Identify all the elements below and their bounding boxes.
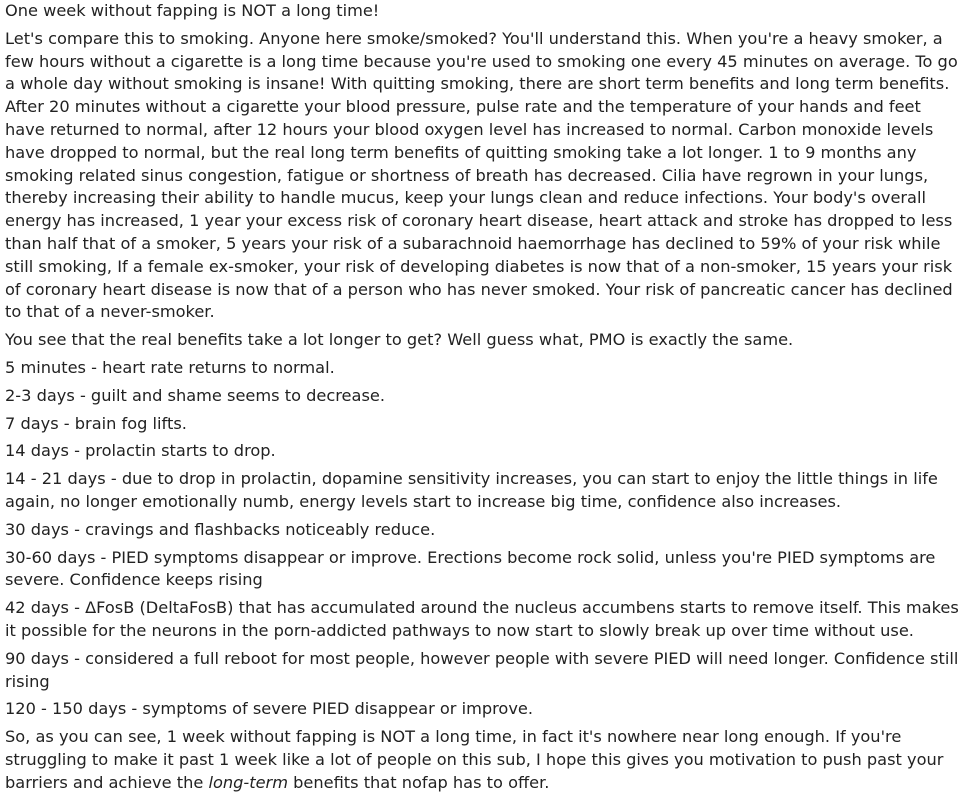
timeline-item-2-3-days: 2-3 days - guilt and shame seems to decrease. [5,385,385,405]
intro-paragraph: Let's compare this to smoking. Anyone here smoke/smoked? You'll understand this. When you're a heavy smoker, a few hours without a cigarette is a long time because you're used to smoking one every 45 minutes on average. To go a whole day without smoking is insane! With quitting smoking, there are short term benefits and long term benefits. After 20 minutes without a cigarette your blood pressure, pulse rate and the temperature of your hands and feet have returned to normal, after 12 hours your blood oxygen level has increased to normal. Carbon monoxide levels have dropped to normal, but the real long term benefits of quitting smoking take a lot longer. 1 to 9 months any smoking related sinus congestion, fatigue or shortness of breath has decreased. Cilia have regrown in your lungs, thereby increasing their ability to handle mucus, keep your lungs clean and reduce infections. Your body's overall energy has increased, 1 year your excess risk of coronary heart disease, heart attack and stroke has dropped to less than half that of a smoker, 5 years your risk of a subarachnoid haemorrhage has declined to 59% of your risk while still smoking, If a female ex-smoker, your risk of developing diabetes is now that of a non-smoker, 15 years your risk of coronary heart disease is now that of a person who has never smoked. Your risk of pancreatic cancer has declined to that of a never-smoker. [5,28,958,322]
timeline-item-7-days: 7 days - brain fog lifts. [5,413,187,433]
conclusion-emphasis: long-term [208,772,288,792]
post-title: One week without fapping is NOT a long time! [5,1,380,20]
timeline-item-14-days: 14 days - prolactin starts to drop. [5,441,276,461]
timeline-item-5-minutes: 5 minutes - heart rate returns to normal. [5,357,335,377]
conclusion-text-before: So, as you can see, 1 week without fapping is NOT a long time, in fact it's nowhere near long enough. If you're struggling to make it past 1 week like a lot of people on this sub, I hope this gives you motivation to push past your barriers and achieve the [5,727,944,792]
timeline-item-42-days: 42 days - ΔFosB (DeltaFosB) that has accumulated around the nucleus accumbens starts to remove itself. This makes it possible for the neurons in the porn-addicted pathways to now start to slowly break up over time without use. [5,598,959,640]
timeline-item-30-days: 30 days - cravings and flashbacks noticeably reduce. [5,519,436,539]
timeline-item-30-60-days: 30-60 days - PIED symptoms disappear or improve. Erections become rock solid, unless you're PIED symptoms are severe. Confidence keeps rising [5,547,936,590]
timeline-item-120-150-days: 120 - 150 days - symptoms of severe PIED disappear or improve. [5,699,534,719]
transition-paragraph: You see that the real benefits take a lot longer to get? Well guess what, PMO is exactly the same. [5,330,794,350]
timeline-item-14-21-days: 14 - 21 days - due to drop in prolactin, dopamine sensitivity increases, you can start to enjoy the little things in life again, no longer emotionally numb, energy levels start to increase big time, confidence also increases. [5,469,938,511]
conclusion-text-after: benefits that nofap has to offer. [287,772,550,792]
timeline-item-90-days: 90 days - considered a full reboot for most people, however people with severe PIED will need longer. Confidence still rising [5,648,959,691]
conclusion-paragraph [5,726,961,794]
